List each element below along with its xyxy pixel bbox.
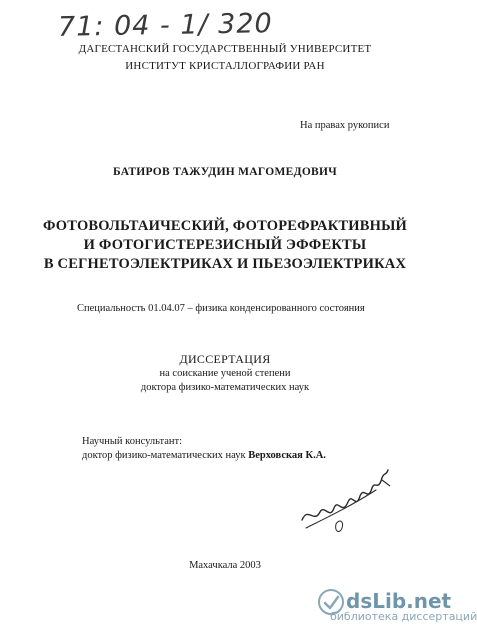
institute-name: ИНСТИТУТ КРИСТАЛЛОГРАФИИ РАН bbox=[125, 60, 325, 72]
handwritten-signature bbox=[296, 462, 396, 542]
dissertation-heading: ДИССЕРТАЦИЯ bbox=[179, 352, 271, 366]
advisor-degree: доктор физико-математических наук bbox=[82, 450, 246, 461]
rights-note: На правах рукописи bbox=[300, 120, 390, 131]
advisor-label: Научный консультант: bbox=[82, 436, 183, 447]
title-line-3: В СЕГНЕТОЭЛЕКТРИКАХ И ПЬЕЗОЭЛЕКТРИКАХ bbox=[43, 256, 407, 272]
title-line-1: ФОТОВОЛЬТАИЧЕСКИЙ, ФОТОРЕФРАКТИВНЫЙ bbox=[42, 218, 408, 234]
advisor-line bbox=[82, 450, 326, 461]
watermark-brand: dsLib.net bbox=[346, 589, 452, 613]
dissertation-degree-line-2: доктора физико-математических наук bbox=[140, 382, 310, 393]
watermark-tagline: библиотека диссертаций bbox=[330, 610, 477, 623]
university-name: ДАГЕСТАНСКИЙ ГОСУДАРСТВЕННЫЙ УНИВЕРСИТЕТ bbox=[78, 43, 372, 55]
handwritten-archive-number: 71: 04 - 1/ 320 bbox=[57, 8, 273, 43]
place-and-year: Махачкала 2003 bbox=[189, 560, 261, 571]
advisor-name: Верховская К.А. bbox=[248, 450, 326, 461]
author-name: БАТИРОВ ТАЖУДИН МАГОМЕДОВИЧ bbox=[112, 166, 338, 178]
dissertation-degree-line-1: на соискание ученой степени bbox=[159, 368, 291, 379]
specialty: Специальность 01.04.07 – физика конденсированного состояния bbox=[77, 303, 365, 314]
title-line-2: И ФОТОГИСТЕРЕЗИСНЫЙ ЭФФЕКТЫ bbox=[83, 237, 367, 253]
